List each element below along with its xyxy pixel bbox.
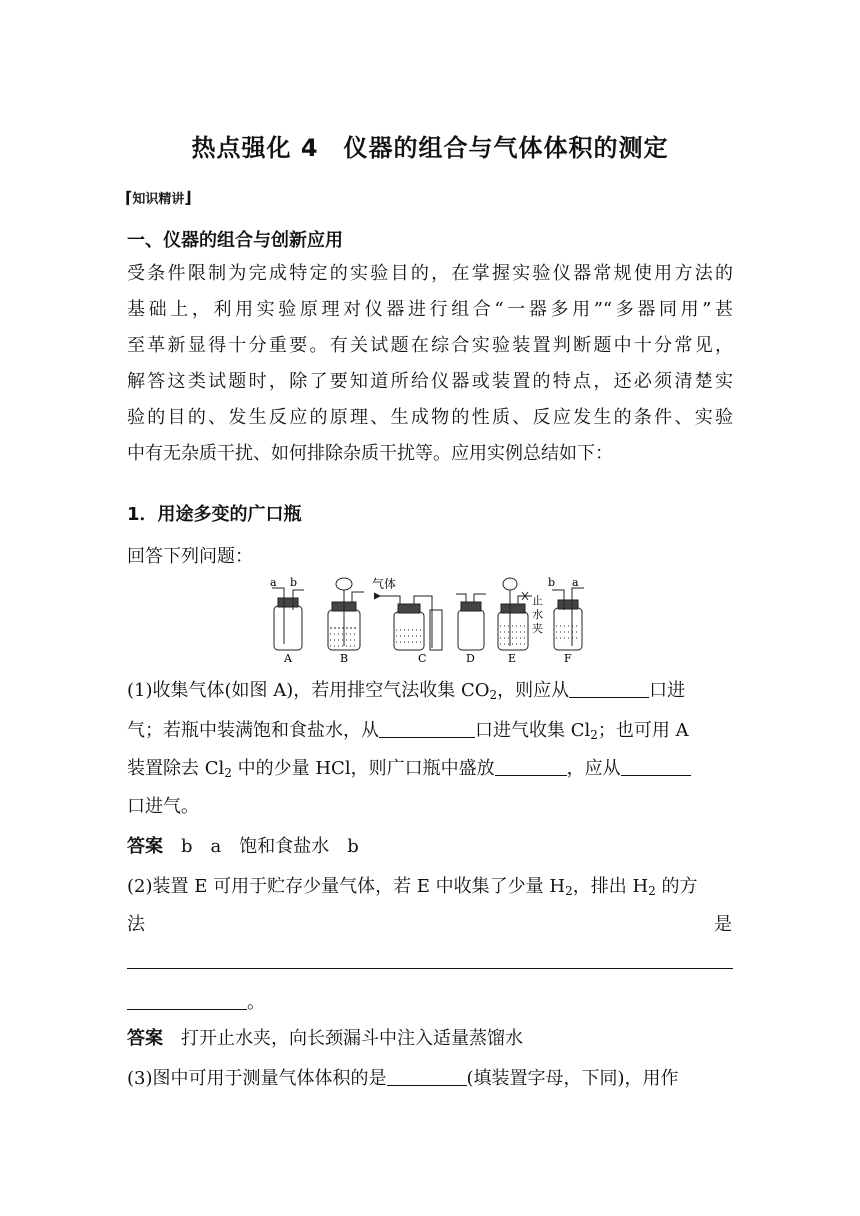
label-tube-a-right: a (572, 576, 579, 589)
label-clamp-1: 止 (532, 594, 543, 607)
q2-line-2-right: 是 (714, 914, 732, 935)
q2-answer-blank-tail[interactable] (127, 991, 247, 1010)
label-clamp-3: 夹 (532, 622, 543, 635)
q1-line-1: (1)收集气体(如图 A)，若用排空气法收集 $CO_2$，则应从 口进 (127, 680, 686, 702)
label-tube-b-left: b (290, 576, 298, 589)
subheading: 1．用途多变的广口瓶 (127, 504, 302, 525)
q1-line-2: 气；若瓶中装满饱和食盐水，从 口进气收集 $Cl_2$；也可用 A (127, 720, 689, 742)
q1-line-3: 装置除去 $Cl_2$ 中的少量 HCl，则广口瓶中盛放 ，应从 (127, 754, 691, 780)
intro-line-1: 受条件限制为完成特定的实验目的，在掌握实验仪器常规使用方法的 (127, 263, 733, 284)
q2-line-2-left: 法 (127, 914, 145, 935)
q2-line-4: 。 (127, 988, 265, 1014)
section-heading: 一、仪器的组合与创新应用 (127, 230, 343, 251)
section-tag: ⌈知识精讲⌋ (125, 188, 192, 207)
figure-label-b: B (340, 652, 349, 665)
intro-line-2: 基础上，利用实验原理对仪器进行组合“一器多用”“多器同用”甚 (127, 299, 733, 320)
answer-1: 答案 b a 饱和食盐水 b (127, 836, 359, 857)
intro-line-6: 中有无杂质干扰、如何排除杂质干扰等。应用实例总结如下： (127, 443, 613, 464)
prompt-text: 回答下列问题： (127, 546, 253, 567)
q3-line-1: (3)图中可用于测量气体体积的是 (填装置字母，下同)，用作 (127, 1068, 679, 1089)
intro-line-3: 至革新显得十分重要。有关试题在综合实验装置判断题中十分常见， (127, 335, 733, 356)
page-title: 热点强化 4 仪器的组合与气体体积的测定 (191, 134, 669, 162)
section-tag-label: 知识精讲 (132, 192, 185, 207)
label-tube-a-left: a (270, 576, 277, 589)
intro-line-5: 验的目的、发生反应的原理、生成物的性质、反应发生的条件、实验 (127, 407, 733, 428)
intro-line-4: 解答这类试题时，除了要知道所给仪器或装置的特点，还必须清楚实 (127, 371, 733, 392)
answer-2: 答案 打开止水夹，向长颈漏斗中注入适量蒸馏水 (127, 1028, 523, 1049)
apparatus-figure (260, 574, 600, 666)
figure-label-c: C (418, 652, 427, 665)
label-gas: 气体 (372, 577, 397, 591)
figure-label-e: E (508, 652, 517, 665)
label-tube-b-right: b (548, 576, 556, 589)
figure-label-d: D (466, 652, 475, 665)
q2-answer-blank-line[interactable] (127, 968, 733, 969)
q1-line-4: 口进气。 (127, 796, 199, 817)
figure-label-f: F (564, 652, 572, 665)
figure-label-a: A (284, 652, 292, 665)
q2-line-1: (2)装置 E 可用于贮存少量气体，若 E 中收集了少量 $H_2$，排出 $H_2$ 的方 (127, 876, 698, 898)
answer-label: 答案 (127, 1028, 163, 1049)
q1-blank-1[interactable] (569, 679, 649, 698)
label-clamp-2: 水 (532, 608, 543, 621)
answer-label: 答案 (127, 836, 163, 857)
q1-blank-3[interactable] (495, 757, 567, 776)
q1-blank-4[interactable] (621, 757, 691, 776)
q1-blank-2[interactable] (379, 719, 475, 738)
q3-blank-1[interactable] (387, 1067, 467, 1086)
